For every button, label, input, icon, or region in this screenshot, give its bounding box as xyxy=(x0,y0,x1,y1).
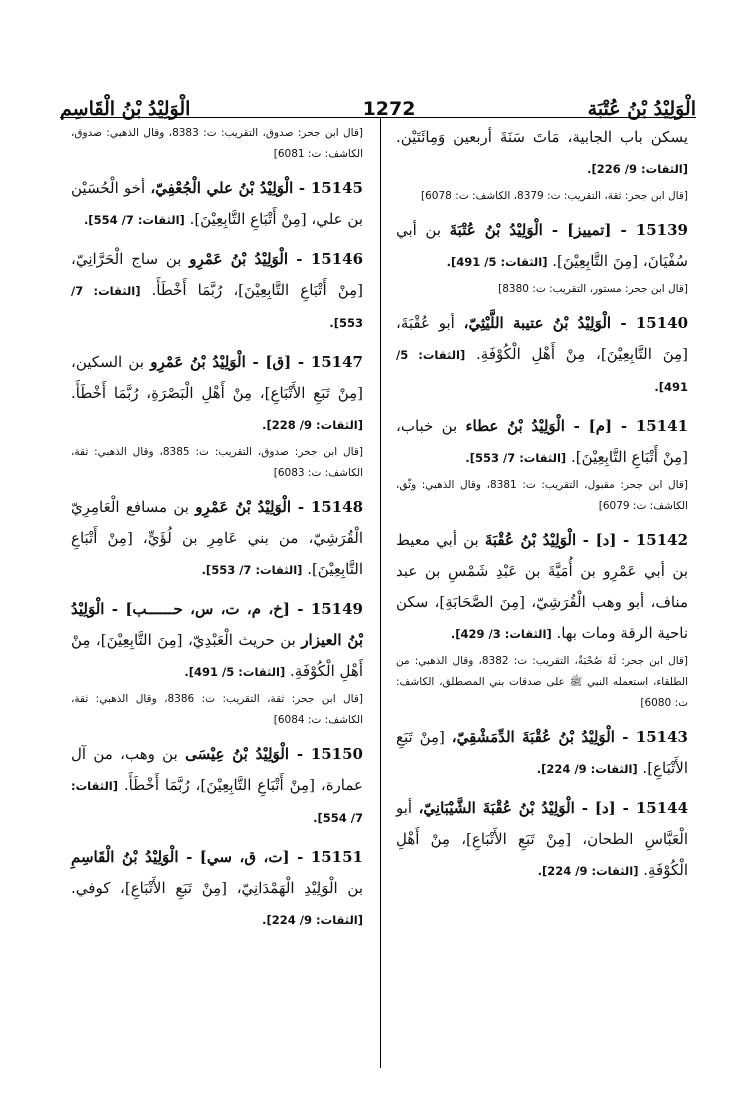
entry-text xyxy=(396,308,688,403)
entry-15145 xyxy=(71,173,363,236)
entry-reference: [الثقات: 9/ 228]. xyxy=(262,418,363,432)
entry-15142 xyxy=(396,525,688,714)
entry-number: 15143 - xyxy=(614,728,688,746)
entry-body: أخو الْحُسَيْن بن علي، [مِنْ أَتْبَاعِ التَّابِعِيْنَ]. xyxy=(71,179,363,228)
entry-body: بن أبي معيط بن أبي عَمْرِو بن أُمَيَّةَ بن عَبْدِ شَمْسِ بن عبد مناف، أبو وهب الْقُرَشِيّ، [مِنَ الصَّحَابَةِ]، سكن ناحية الرقة ومات بها. xyxy=(396,531,688,642)
entry-15141 xyxy=(396,411,688,517)
entry-reference: [الثقات: 3/ 429]. xyxy=(450,627,552,641)
entry-name: الْوَلِيْدُ بْنُ العيزار xyxy=(71,600,363,649)
entry-reference: [الثقات: 5/ 491]. xyxy=(396,348,688,394)
entry-note: [قال ابن جحر: صدوق، التقريب: ت: 8385، وقال الذهبي: ثقة، الكاشف: ت: 6083] xyxy=(71,446,363,479)
entry-15140 xyxy=(396,308,688,403)
entry-note: [قال ابن جحر: صدوق، التقريب: ت: 8383، وقال الذهبي: صدوق، الكاشف: ت: 6081] xyxy=(71,127,363,160)
entry-body: [مِنْ تَبَعِ الأَتْبَاعِ]. xyxy=(396,728,688,777)
entry-body: بن ساج الْحَرَّانِيّ، [مِنْ أَتْبَاعِ التَّابِعِيْنَ]، رُبَّمَا أَخْطَأَ. xyxy=(71,250,363,299)
entry-body: بن مسافع الْعَامِرِيّ الْقُرَشِيّ، من بني عَامِرِ بن لُؤَيٍّ، [مِنْ أَتْبَاعِ التَّابِعِيْنَ]. xyxy=(71,498,363,578)
entry-15144 xyxy=(396,793,688,887)
entry-text xyxy=(71,842,363,936)
entry-number: 15149 - [خ، م، ت، س، حــــــب] - xyxy=(104,600,363,618)
entry-number: 15139 - [تمييز] - xyxy=(542,221,688,239)
entry-name: الْوَلِيْدُ بْنُ علي الْجُعْفِيّ، xyxy=(150,179,294,197)
entry-number: 15141 - [م] - xyxy=(564,417,689,435)
left-column xyxy=(71,122,363,944)
entry-name: الْوَلِيْدُ بْنُ عُقْبَةَ xyxy=(484,531,577,549)
column-divider xyxy=(380,118,381,1068)
entry-note: [قال ابن جحر: ثقة، التقريب: ت: 8386، وقال الذهبي: ثقة، الكاشف: ت: 6084] xyxy=(71,693,363,726)
entry-15151 xyxy=(71,842,363,936)
entry-15143 xyxy=(396,722,688,785)
entry-reference: [الثقات: 9/ 224]. xyxy=(537,864,639,878)
entry-name: الْوَلِيْدُ بْنُ عُتْبَةَ xyxy=(449,221,543,239)
entry-reference: [الثقات: 9/ 226]. xyxy=(587,162,688,176)
entry-text xyxy=(71,244,363,339)
entry-number: 15151 - [ت، ق، سي] - xyxy=(178,848,363,866)
entry-reference: [الثقات: 7/ 553]. xyxy=(465,451,567,465)
entry-name: الْوَلِيْدُ بْنُ عتيبة اللَّيْثِيّ، xyxy=(463,314,612,332)
entry-text xyxy=(396,793,688,887)
entry-text xyxy=(71,173,363,236)
entry-reference: [الثقات: 5/ 491]. xyxy=(446,255,548,269)
entry-15147 xyxy=(71,347,363,484)
entry-number: 15142 - [د] - xyxy=(576,531,689,549)
entry-reference: [الثقات: 5/ 491]. xyxy=(184,665,286,679)
entry-reference: [الثقات: 9/ 224]. xyxy=(536,762,638,776)
entry-name: الْوَلِيْدُ بْنُ عطاء xyxy=(465,417,565,435)
entry-reference: [الثقات: 9/ 224]. xyxy=(262,913,363,927)
entry-number: 15148 - xyxy=(291,498,364,516)
entry-body: بن الْوَلِيْدِ الْهَمْدَانِيّ، [مِنْ تَبَعِ الأَتْبَاعِ]، كوفي. xyxy=(71,879,363,897)
running-header-right: الْوَلِيْدُ بْنُ عُتْبَة xyxy=(587,98,696,120)
entry-15149 xyxy=(71,594,363,731)
right-column xyxy=(396,122,688,895)
entry-text xyxy=(396,215,688,278)
entry-reference: [الثقات: 7/ 554]. xyxy=(71,779,363,825)
entry-body: بن خباب، [مِنْ أَتْبَاعِ التَّابِعِيْنَ]. xyxy=(396,417,688,466)
entry-note: [قال ابن جحر: لَهُ صُحْبَةٌ، التقريب: ت: 8382، وقال الذهبي: من الطلقاء، استعمله النبي ﷺ على صدقات بني المصطلق، الكاشف: ت: 6080] xyxy=(396,655,689,709)
entry-number: 15147 - [ق] - xyxy=(245,353,363,371)
page-header xyxy=(60,80,696,120)
entry-note: [قال ابن جحر: ثقة، التقريب: ت: 8379، الكاشف: ت: 6078] xyxy=(421,190,688,202)
entry-number: 15150 - xyxy=(289,745,363,763)
entry-name: الْوَلِيْدُ بْنُ عَمْرِو xyxy=(150,353,246,371)
running-header-left: الْوَلِيْدُ بْنُ الْقَاسِم xyxy=(60,98,191,120)
entry-name: الْوَلِيْدُ بْنُ عَمْرِو xyxy=(189,250,289,268)
entry-body: يسكن باب الجابية، مَاتَ سَنَةَ أربعين وَمِائَتَيْن. xyxy=(396,128,688,146)
entry-body: بن أبي سُفْيَانَ، [مِنَ التَّابِعِيْنَ]. xyxy=(396,221,688,270)
entry-name: الْوَلِيْدُ بْنُ عَمْرِو xyxy=(195,498,292,516)
entry-note: [قال ابن جحر: مستور، التقريب: ت: 8380] xyxy=(498,283,688,295)
entry-text xyxy=(396,525,688,650)
entry-text xyxy=(71,492,363,586)
entry-reference: [الثقات: 7/ 554]. xyxy=(83,213,185,227)
entry-text xyxy=(396,122,688,185)
entry-text xyxy=(71,739,363,834)
entry-body: أبو عُقْبَةَ، [مِنَ التَّابِعِيْنَ]، مِنْ أَهْلِ الْكُوْفَةِ. xyxy=(396,314,689,363)
entry-reference: [الثقات: 7/ 553]. xyxy=(201,563,303,577)
entry-15146 xyxy=(71,244,363,339)
entry-number: 15145 - xyxy=(293,179,363,197)
entry-text xyxy=(71,594,363,688)
entry-body: بن حريث الْعَبْدِيّ، [مِنَ التَّابِعِيْنَ]، مِنْ أَهْلِ الْكُوْفَةِ. xyxy=(71,631,363,680)
entry-body: بن وهب، من آل عمارة، [مِنْ أَتْبَاعِ التَّابِعِيْنَ]، رُبَّمَا أَخْطَأَ. xyxy=(71,745,363,794)
entry-note: [قال ابن جحر: مقبول، التقريب: ت: 8381، وقال الذهبي: وثّق، الكاشف: ت: 6079] xyxy=(396,479,688,512)
entry-15139 xyxy=(396,215,688,300)
entry-number: 15146 - xyxy=(288,250,364,268)
entry-reference: [الثقات: 7/ 553]. xyxy=(71,284,363,330)
entry-number: 15144 - [د] - xyxy=(574,799,689,817)
entry-continued-note xyxy=(71,123,363,165)
entry-text xyxy=(71,347,363,441)
entry-body: بن السكين، [مِنْ تَبَعِ الأَتْبَاعِ]، مِنْ أَهْلِ الْبَصْرَةِ، رُبَّمَا أَخْطَأَ. xyxy=(71,353,363,402)
entry-number: 15140 - xyxy=(611,314,689,332)
page-number: 1272 xyxy=(362,98,416,120)
entry-15150 xyxy=(71,739,363,834)
entry-text xyxy=(396,411,688,474)
entry-name: الْوَلِيْدُ بْنُ عِيْسَى xyxy=(185,745,290,763)
entry-15148 xyxy=(71,492,363,586)
entry-body: أبو الْعَبَّاسِ الطحان، [مِنْ تَبَعِ الأَتْبَاعِ]، مِنْ أَهْلِ الْكُوْفَةِ. xyxy=(396,799,688,879)
entry-text xyxy=(396,722,688,785)
entry-name: الْوَلِيْدُ بْنُ عُقْبَةَ الشَّيْبَانِيّ، xyxy=(418,799,575,817)
entry-continued xyxy=(396,122,688,207)
header-rule xyxy=(60,117,696,118)
entry-name: الْوَلِيْدُ بْنُ الْقَاسِمِ xyxy=(71,848,179,866)
entry-name: الْوَلِيْدُ بْنُ عُقْبَةَ الدِّمَشْقِيّ، xyxy=(451,728,615,746)
